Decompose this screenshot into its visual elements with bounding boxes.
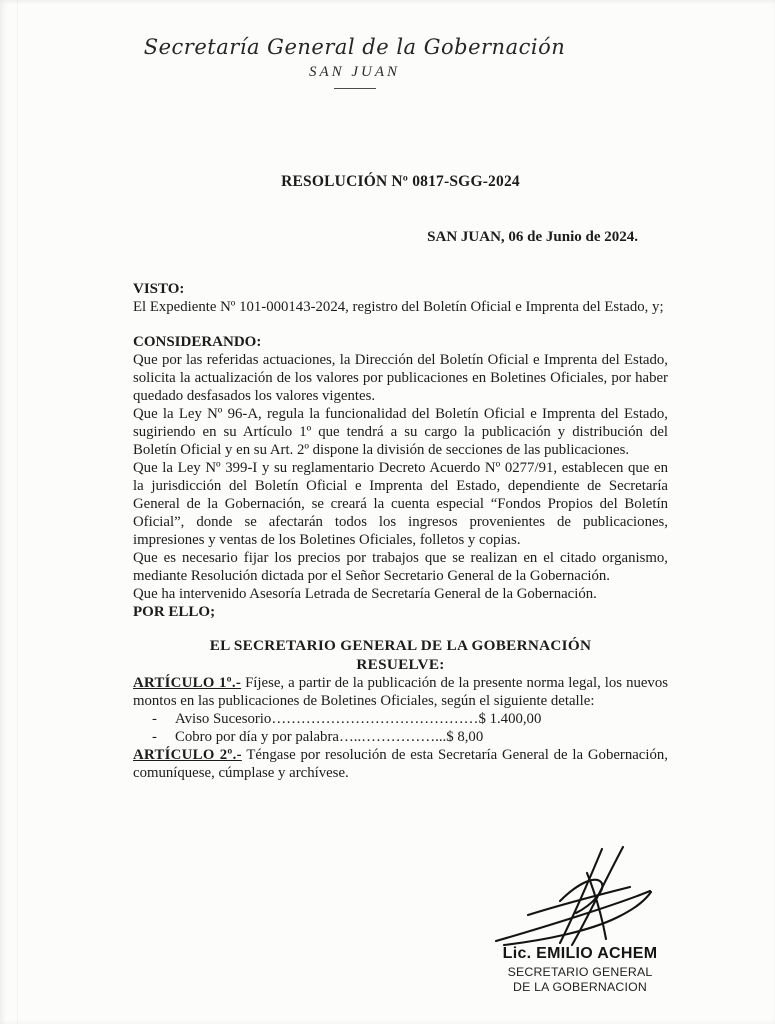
- article-2-text: Téngase por resolución de esta Secretaría General de la Gobernación, comuníquese, cúmplase y archívese.: [133, 747, 668, 781]
- por-ello: POR ELLO;: [133, 604, 216, 620]
- article-1: [133, 674, 668, 710]
- considerando-paragraph: Que la Ley Nº 399-I y su reglamentario Decreto Acuerdo Nº 0277/91, establecen que en la jurisdicción del Boletín Oficial e Imprenta del Estado, dependiente de Secretaría General de la Gobernación, se creará la cuenta especial “Fondos Propios del Boletín Oficial”, donde se afectarán todos los ingresos provenientes de publicaciones, impresiones y ventas de los Boletines Oficiales, folletos y copias.: [133, 460, 668, 548]
- considerando-paragraph: Que es necesario fijar los precios por trabajos que se realizan en el citado organismo, mediante Resolución dictada por el Señor Secretario General de la Gobernación.: [133, 550, 668, 584]
- signer-title-line2: DE LA GOBERNACION: [513, 979, 647, 994]
- fee-item-text: [175, 710, 541, 728]
- considerando-paragraph: Que ha intervenido Asesoría Letrada de Secretaría General de la Gobernación.: [133, 586, 597, 602]
- fee-item-aviso-sucesorio: [133, 710, 668, 728]
- considerando-paragraph: Que por las referidas actuaciones, la Dirección del Boletín Oficial e Imprenta del Estado, solicita la actualización de los valores por publicaciones en Boletines Oficiales, por haber quedado desfasados los valores vigentes.: [133, 352, 668, 404]
- fee-item-cobro-por-dia: [133, 728, 668, 746]
- resuelve-line1: EL SECRETARIO GENERAL DE LA GOBERNACIÓN: [209, 637, 592, 654]
- resuelve-line2: RESUELVE:: [356, 656, 445, 673]
- letterhead: [87, 0, 622, 89]
- considerando-heading: CONSIDERANDO:: [133, 334, 262, 350]
- considerando-paragraph: Que la Ley Nº 96-A, regula la funcionalidad del Boletín Oficial e Imprenta del Estado, sugiriendo en su Artículo 1º que tendrá a su cargo la publicación y distribución del Boletín Oficial y en su Art. 2º dispone la división de secciones de las publicaciones.: [133, 406, 668, 458]
- document-content: [133, 0, 668, 782]
- handwritten-signature-icon: [490, 845, 670, 949]
- resolution-title: RESOLUCIÓN Nº 0817-SGG-2024: [281, 173, 520, 190]
- letterhead-rule: [334, 88, 376, 89]
- article-2-label: ARTÍCULO 2º.-: [133, 747, 242, 763]
- fee-item-amount: $ 8,00: [446, 729, 484, 745]
- fee-item-bullet: -: [152, 729, 157, 745]
- signer-name: Lic. EMILIO ACHEM: [502, 945, 658, 962]
- article-2: [133, 746, 668, 782]
- article-1-label: ARTÍCULO 1º.-: [133, 675, 242, 691]
- visto-heading: VISTO:: [133, 281, 185, 297]
- fee-item-bullet: -: [152, 711, 157, 727]
- resuelve-heading: [133, 636, 668, 674]
- letterhead-org-name: Secretaría General de la Gobernación: [143, 35, 566, 59]
- fee-item-leader: ……………………………………: [271, 711, 479, 727]
- fee-item-leader: …..……………...: [338, 729, 447, 745]
- fee-item-label: Aviso Sucesorio: [175, 711, 272, 727]
- visto-body: El Expediente Nº 101-000143-2024, registro del Boletín Oficial e Imprenta del Estado, y;: [133, 299, 664, 315]
- signer-title-line1: SECRETARIO GENERAL: [507, 965, 653, 979]
- fee-item-amount: $ 1.400,00: [478, 711, 542, 727]
- signature-block: [480, 845, 680, 994]
- fee-item-label: Cobro por día y por palabra: [175, 729, 339, 745]
- fee-item-text: [175, 728, 483, 746]
- dateline: SAN JUAN, 06 de Junio de 2024.: [427, 229, 638, 245]
- fee-list: [133, 710, 668, 746]
- letterhead-city: SAN JUAN: [308, 64, 401, 80]
- article-1-text: Fíjese, a partir de la publicación de la presente norma legal, los nuevos montos en las publicaciones de Boletines Oficiales, según el siguiente detalle:: [133, 675, 668, 709]
